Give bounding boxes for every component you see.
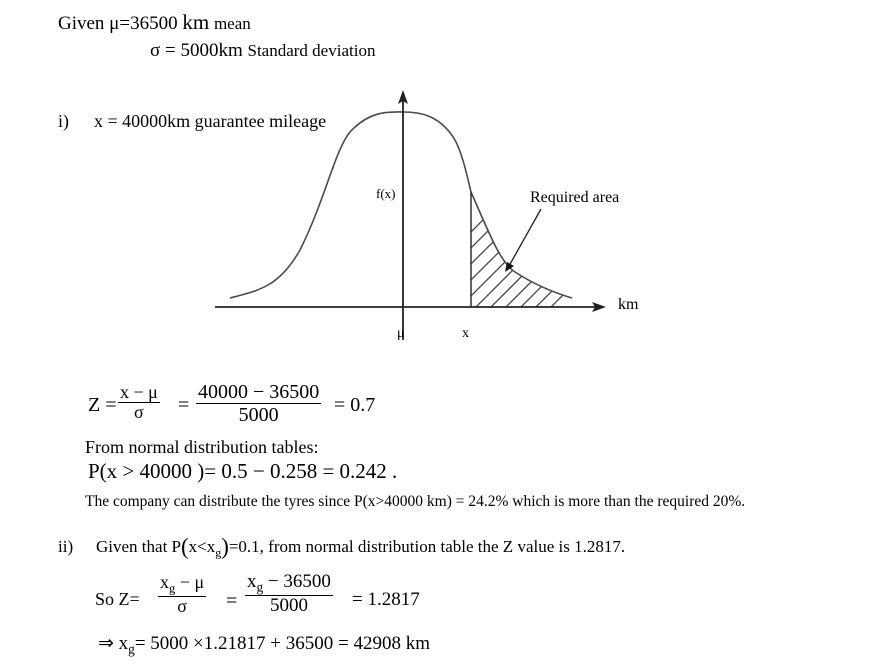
xg-frac2-rest: − 36500 <box>263 571 331 592</box>
xg-frac1-denominator: σ <box>177 595 187 616</box>
xg-fraction-symbolic <box>158 573 206 616</box>
xg-frac2-denominator: 5000 <box>269 594 308 616</box>
z-result: = 0.7 <box>334 394 376 416</box>
subscript-g: g <box>215 545 222 560</box>
x-axis-label: km <box>618 296 639 313</box>
tables-line: From normal distribution tables: <box>85 437 319 457</box>
part-ii-inequality: x<x <box>188 537 216 557</box>
bell-curve <box>230 112 572 298</box>
mu-tick-label: μ <box>397 326 405 341</box>
part-ii-statement <box>96 534 625 560</box>
xg-var: x <box>247 571 257 592</box>
xg-fraction-numeric <box>245 572 333 616</box>
xg-frac1-numerator <box>158 573 206 597</box>
subscript-g: g <box>128 641 135 657</box>
z-frac1-numerator: x − μ <box>120 382 158 402</box>
conclusion-line: The company can distribute the tyres since P(x>40000 km) = 24.2% which is more than the required 20%. <box>85 493 746 510</box>
subscript-g: g <box>256 579 264 595</box>
given-mean-label: mean <box>213 14 251 33</box>
xg-var: x <box>160 572 169 592</box>
so-z-prefix: So Z= <box>95 589 140 609</box>
z-prefix: Z = <box>88 394 117 416</box>
part-ii-statement-end: =0.1, from normal distribution table the Z value is 1.2817. <box>228 537 626 557</box>
part-i-marker: i) <box>58 111 69 131</box>
given-km-unit: km <box>182 10 210 34</box>
given-sd-label: Standard deviation <box>247 41 376 60</box>
y-axis-label: f(x) <box>376 186 396 201</box>
paren-close: ) <box>221 534 229 559</box>
annotation-pointer-line <box>509 209 541 266</box>
paren-open: ( <box>181 534 189 559</box>
z-frac1-denominator: σ <box>134 401 144 422</box>
z-frac2-denominator: 5000 <box>238 404 279 426</box>
z-eq1: = <box>178 394 190 416</box>
implies-arrow-icon: ⇒ <box>98 633 114 654</box>
final-xg-line <box>98 632 430 658</box>
probability-line: P(x > 40000 )= 0.5 − 0.258 = 0.242 . <box>88 459 398 483</box>
x-tick-label: x <box>462 326 469 341</box>
part-ii-marker: ii) <box>58 537 74 556</box>
given-sigma-text: σ = 5000km <box>150 40 243 61</box>
part-i-statement: x = 40000km guarantee mileage <box>94 111 327 131</box>
z-frac2-numerator: 40000 − 36500 <box>198 381 320 403</box>
subscript-g: g <box>169 581 176 596</box>
given-mu-text: Given μ=36500 <box>58 13 178 34</box>
part-ii-statement-start: Given that P <box>96 537 181 557</box>
xg-result: = 1.2817 <box>352 589 420 610</box>
z-fraction-symbolic <box>118 383 160 423</box>
required-area-label: Required area <box>530 189 620 206</box>
xg-eq: = <box>226 590 238 612</box>
xg-frac1-rest: − μ <box>175 572 205 592</box>
final-x-var: x <box>118 633 129 654</box>
xg-frac2-numerator <box>245 572 333 596</box>
z-fraction-numeric <box>196 382 321 426</box>
final-xg-value: = 5000 ×1.21817 + 36500 = 42908 km <box>134 633 430 654</box>
